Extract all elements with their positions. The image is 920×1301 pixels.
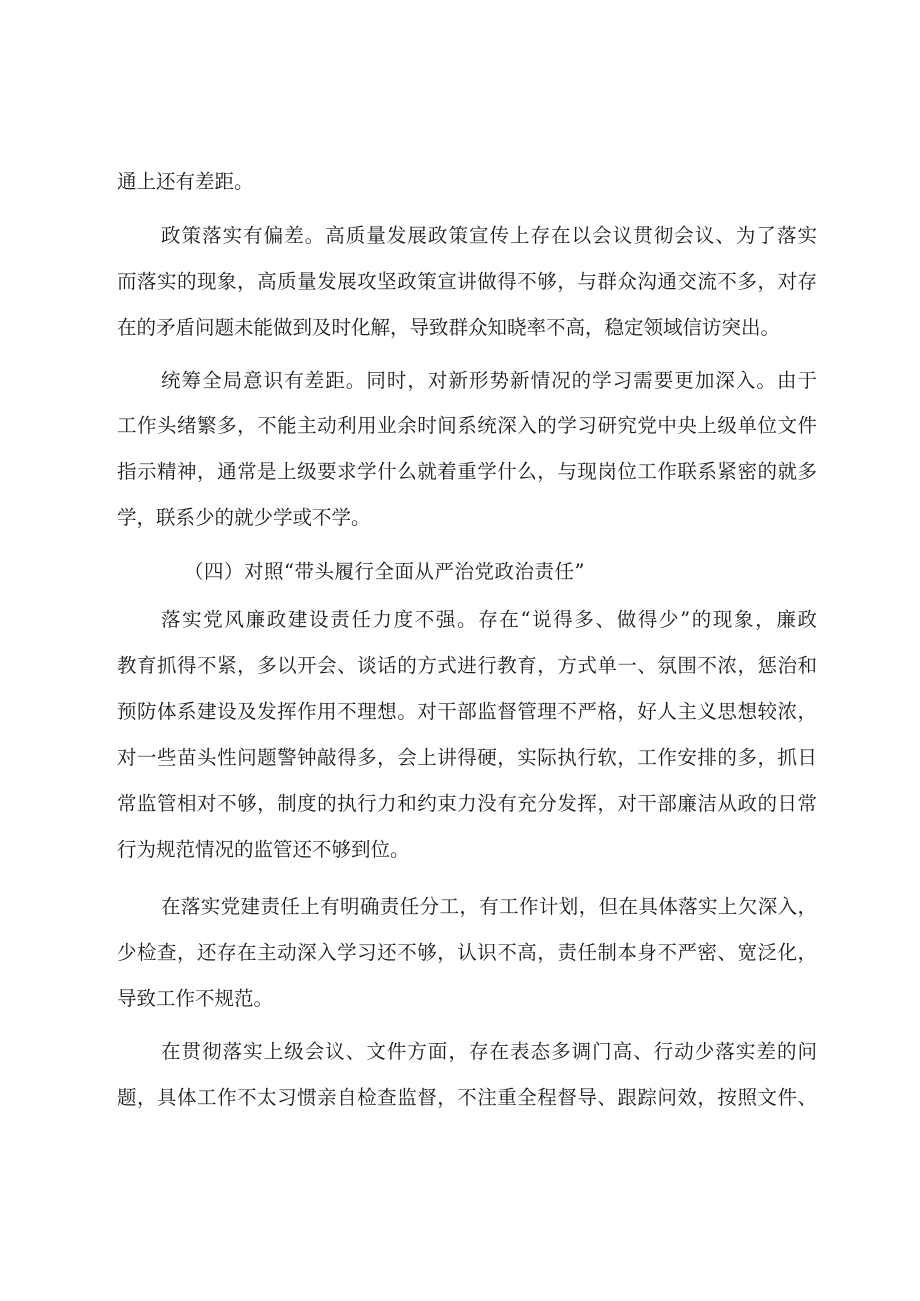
- body-text-line: 工作头绪繁多，不能主动利用业余时间系统深入的学习研究党中央上级单位文件: [117, 414, 817, 437]
- body-text-line: 少检查，还存在主动深入学习还不够，认识不高，责任制本身不严密、宽泛化，: [117, 941, 817, 964]
- section-heading: （四）对照“带头履行全面从严治党政治责任”: [184, 560, 585, 583]
- body-text-line: 常监管相对不够，制度的执行力和约束力没有充分发挥，对干部廉洁从政的日常: [117, 792, 817, 815]
- body-text-line: 教育抓得不紧，多以开会、谈话的方式进行教育，方式单一、氛围不浓，惩治和: [117, 654, 817, 677]
- body-text-line: 对一些苗头性问题警钟敲得多，会上讲得硬，实际执行软，工作安排的多，抓日: [117, 746, 817, 769]
- body-text-line: 通上还有差距。: [117, 170, 254, 193]
- body-text-line: 学，联系少的就少学或不学。: [117, 506, 371, 529]
- paragraph-first-line: 在落实党建责任上有明确责任分工，有工作计划，但在具体落实上欠深入，: [161, 895, 817, 918]
- body-text-line: 而落实的现象，高质量发展攻坚政策宣讲做得不够，与群众沟通交流不多，对存: [117, 270, 817, 293]
- paragraph-first-line: 落实党风廉政建设责任力度不强。存在“说得多、做得少”的现象，廉政: [161, 608, 817, 631]
- body-text-line: 预防体系建设及发挥作用不理想。对干部监督管理不严格，好人主义思想较浓，: [117, 700, 817, 723]
- paragraph-first-line: 政策落实有偏差。高质量发展政策宣传上存在以会议贯彻会议、为了落实: [161, 224, 817, 247]
- paragraph-first-line: 统筹全局意识有差距。同时，对新形势新情况的学习需要更加深入。由于: [161, 369, 817, 392]
- body-text-line: 行为规范情况的监管还不够到位。: [117, 838, 410, 861]
- body-text-line: 导致工作不规范。: [117, 987, 274, 1010]
- body-text-line: 在的矛盾问题未能做到及时化解，导致群众知晓率不高，稳定领域信访突出。: [117, 316, 781, 339]
- paragraph-first-line: 在贯彻落实上级会议、文件方面，存在表态多调门高、行动少落实差的问: [161, 1040, 817, 1063]
- body-text-line: 题，具体工作不太习惯亲自检查监督，不注重全程督导、跟踪问效，按照文件、: [117, 1086, 817, 1109]
- body-text-line: 指示精神，通常是上级要求学什么就着重学什么，与现岗位工作联系紧密的就多: [117, 460, 817, 483]
